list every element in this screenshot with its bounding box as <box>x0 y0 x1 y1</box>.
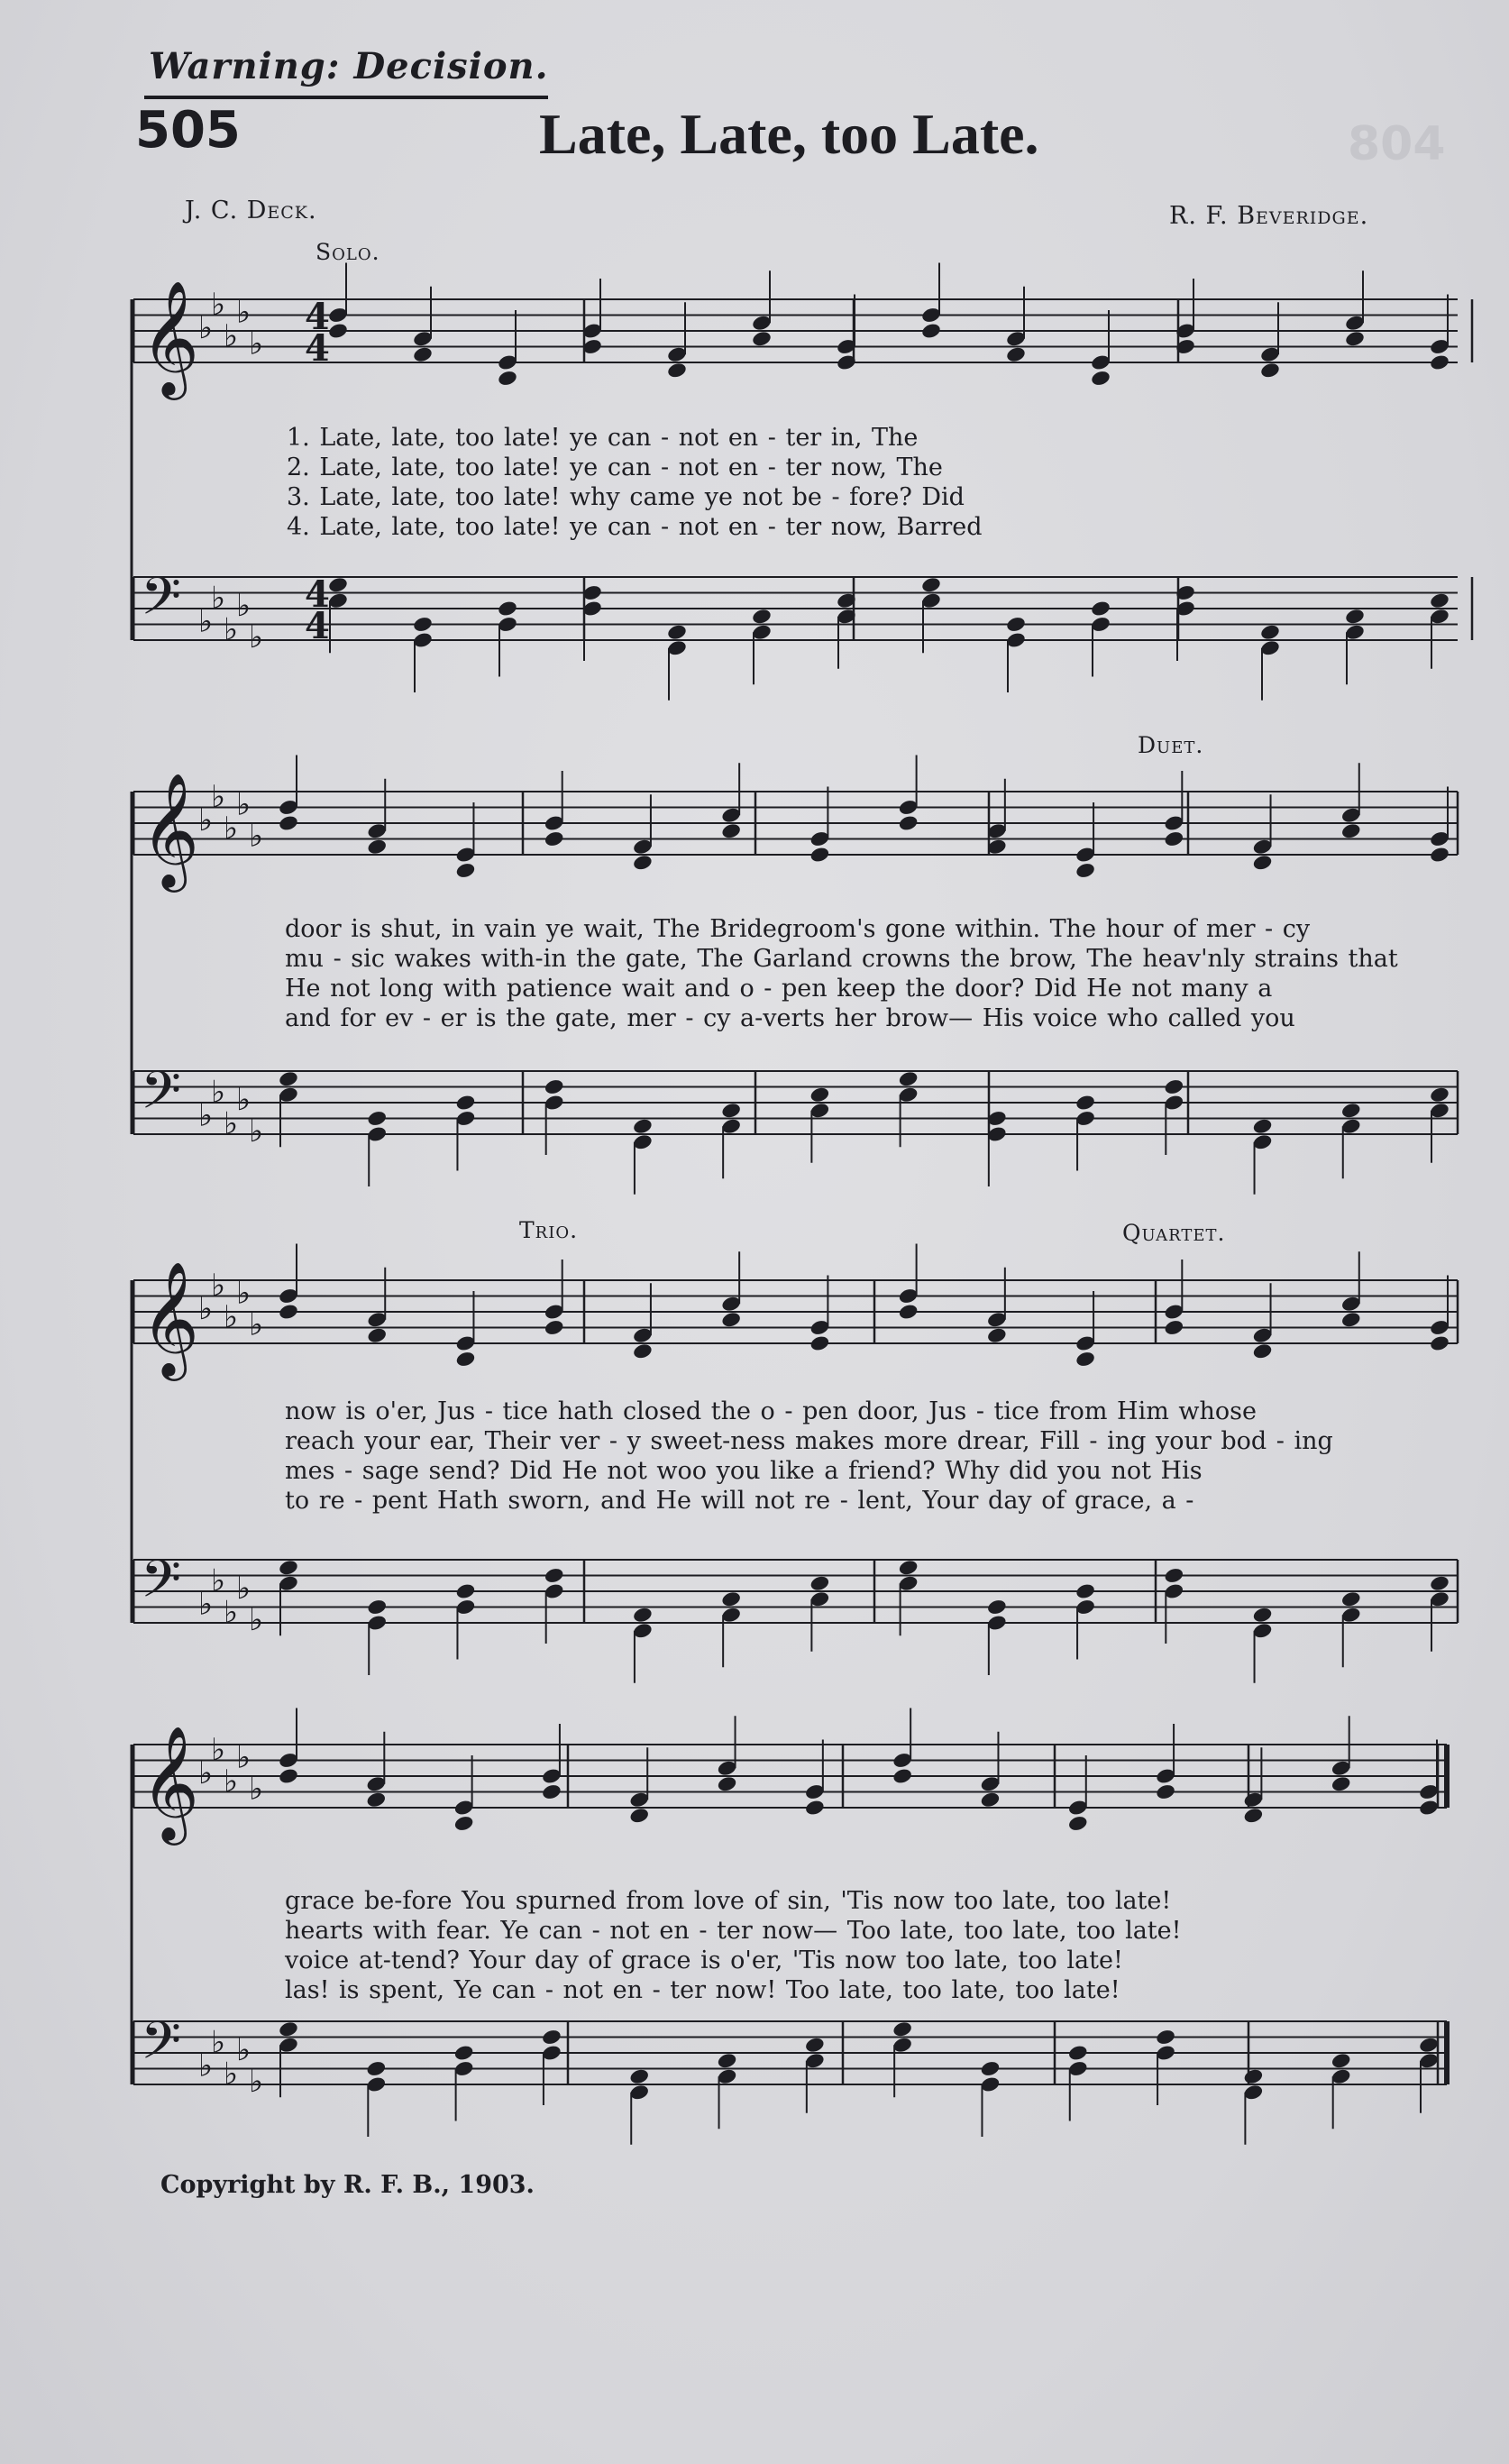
flat-sign: ♭ <box>198 1097 214 1134</box>
lyric-verse-3: voice at-tend? Your day of grace is o'er, 'Tis now too late, too late! <box>285 1946 1123 1974</box>
note-head <box>1429 591 1450 609</box>
note-head <box>1340 1311 1362 1329</box>
note-head <box>980 2060 1001 2078</box>
flat-sign: ♭ <box>198 310 214 346</box>
flat-sign: ♭ <box>224 2056 239 2093</box>
flat-sign: ♭ <box>236 1275 252 1312</box>
note-head <box>986 1326 1008 1344</box>
lyric-verse-4: to re - pent Hath sworn, and He will not re - lent, Your day of grace, a - <box>285 1487 1194 1515</box>
note-head <box>751 608 773 626</box>
flat-sign: ♭ <box>211 580 226 617</box>
note-head <box>412 616 434 634</box>
note-head <box>1252 854 1274 872</box>
note-head <box>892 2020 913 2038</box>
note-head <box>804 1799 826 1817</box>
note-head <box>278 1303 299 1321</box>
note-head <box>1418 1799 1440 1817</box>
note-head <box>628 2067 650 2085</box>
note-head <box>717 1775 738 1793</box>
treble-clef: 𝄞 <box>141 1260 200 1376</box>
note-head <box>544 1567 565 1585</box>
note-head <box>278 1559 299 1577</box>
faded-hymn-number: 804 <box>1348 117 1446 171</box>
bass-clef: 𝄢 <box>141 1548 182 1623</box>
flat-sign: ♭ <box>249 325 264 362</box>
note-head <box>1005 616 1027 634</box>
note-head <box>1243 1807 1265 1825</box>
note-head <box>1259 362 1281 380</box>
treble-clef: 𝄞 <box>141 1725 200 1840</box>
note-head <box>1067 1815 1089 1833</box>
flat-sign: ♭ <box>249 1306 264 1343</box>
note-head <box>717 2052 738 2070</box>
note-head <box>1429 1085 1450 1104</box>
note-head <box>1340 1590 1362 1608</box>
flat-sign: ♭ <box>249 1771 264 1808</box>
note-head <box>455 1582 477 1600</box>
note-head <box>1259 623 1281 641</box>
note-head <box>497 600 518 618</box>
note-head <box>1340 822 1362 840</box>
note-head <box>1418 2036 1440 2054</box>
flat-sign: ♭ <box>249 1602 264 1638</box>
note-head <box>809 1574 831 1592</box>
note-head <box>366 2060 388 2078</box>
solo-marking: Solo. <box>316 239 380 265</box>
bass-clef: 𝄢 <box>141 1059 182 1134</box>
flat-sign: ♭ <box>224 1594 239 1631</box>
note-head <box>327 576 349 594</box>
hymn-number: 505 <box>135 101 241 160</box>
note-head <box>898 1070 919 1088</box>
note-head <box>1005 345 1027 363</box>
flat-sign: ♭ <box>224 810 239 847</box>
trio-marking: Trio. <box>519 1217 579 1243</box>
note-head <box>1252 1342 1274 1360</box>
note-head <box>412 345 434 363</box>
note-head <box>1340 1102 1362 1120</box>
flat-sign: ♭ <box>236 588 252 624</box>
category-heading: Warning: Decision. <box>149 45 549 87</box>
note-head <box>804 2036 826 2054</box>
note-head <box>1075 1582 1096 1600</box>
treble-clef: 𝄞 <box>141 279 200 395</box>
note-head <box>544 830 565 848</box>
note-head <box>497 370 518 388</box>
note-head <box>1252 1606 1274 1624</box>
note-head <box>1164 1078 1185 1096</box>
hymn-title: Late, Late, too Late. <box>539 102 1039 166</box>
flat-sign: ♭ <box>236 1739 252 1776</box>
lyric-verse-4: 4. Late, late, too late! ye can - not en - ter now, Barred <box>287 513 983 541</box>
flat-sign: ♭ <box>224 317 239 354</box>
note-head <box>980 1791 1001 1809</box>
note-head <box>920 322 942 340</box>
time-signature-denominator: 4 <box>305 605 330 647</box>
flat-sign: ♭ <box>198 603 214 640</box>
note-head <box>1164 830 1185 848</box>
lyric-verse-2: hearts with fear. Ye can - not en - ter now— Too late, too late, too late! <box>285 1917 1182 1945</box>
note-head <box>809 846 831 864</box>
note-head <box>628 1807 650 1825</box>
note-head <box>1344 608 1366 626</box>
treble-clef: 𝄞 <box>141 772 200 887</box>
note-head <box>366 1598 388 1617</box>
flat-sign: ♭ <box>198 2047 214 2084</box>
flat-sign: ♭ <box>198 802 214 838</box>
lyric-verse-1: grace be-fore You spurned from love of sin, 'Tis now too late, too late! <box>285 1887 1172 1915</box>
note-head <box>632 854 654 872</box>
note-head <box>1331 2052 1352 2070</box>
time-signature-numerator: 4 <box>305 296 330 338</box>
note-head <box>898 1559 919 1577</box>
flat-sign: ♭ <box>224 1763 239 1800</box>
time-signature-numerator: 4 <box>305 573 330 616</box>
flat-sign: ♭ <box>198 1586 214 1623</box>
flat-sign: ♭ <box>224 1105 239 1142</box>
note-head <box>366 1791 388 1809</box>
note-head <box>1331 1775 1352 1793</box>
note-head <box>278 814 299 832</box>
flat-sign: ♭ <box>211 1731 226 1768</box>
flat-sign: ♭ <box>211 1267 226 1304</box>
note-head <box>327 322 349 340</box>
note-head <box>455 1351 477 1369</box>
time-signature-denominator: 4 <box>305 327 330 370</box>
flat-sign: ♭ <box>249 818 264 855</box>
note-head <box>809 1334 831 1352</box>
flat-sign: ♭ <box>236 1571 252 1607</box>
note-head <box>720 1590 742 1608</box>
note-head <box>666 362 688 380</box>
note-head <box>455 1094 477 1112</box>
lyric-verse-3: mes - sage send? Did He not woo you like a friend? Why did you not His <box>285 1457 1203 1485</box>
flat-sign: ♭ <box>211 1562 226 1599</box>
note-head <box>1090 370 1111 388</box>
note-head <box>1429 353 1450 371</box>
note-head <box>920 576 942 594</box>
lyric-verse-1: door is shut, in vain ye wait, The Bridegroom's gone within. The hour of mer - cy <box>285 915 1311 943</box>
note-head <box>278 1767 299 1785</box>
note-head <box>1243 2067 1265 2085</box>
note-head <box>278 2020 299 2038</box>
note-head <box>1067 2044 1089 2062</box>
flat-sign: ♭ <box>224 1298 239 1335</box>
note-head <box>1164 1319 1185 1337</box>
lyric-verse-4: and for ev - er is the gate, mer - cy a-verts her brow— His voice who called you <box>285 1004 1295 1032</box>
note-head <box>1075 1094 1096 1112</box>
note-head <box>366 1326 388 1344</box>
lyric-verse-3: He not long with patience wait and o - pen keep the door? Did He not many a <box>285 975 1273 1003</box>
quartet-marking: Quartet. <box>1122 1220 1226 1246</box>
note-head <box>455 862 477 880</box>
note-head <box>1155 2029 1176 2047</box>
flat-sign: ♭ <box>236 2032 252 2068</box>
note-head <box>541 2029 562 2047</box>
copyright-notice: Copyright by R. F. B., 1903. <box>160 2171 535 2199</box>
lyricist-credit: J. C. Deck. <box>185 197 317 224</box>
note-head <box>720 1102 742 1120</box>
note-head <box>1075 862 1096 880</box>
note-head <box>1075 1351 1096 1369</box>
lyric-verse-1: now is o'er, Jus - tice hath closed the o - pen door, Jus - tice from Him whose <box>285 1397 1258 1425</box>
note-head <box>632 1117 654 1135</box>
note-head <box>809 1085 831 1104</box>
flat-sign: ♭ <box>236 1082 252 1118</box>
lyric-verse-4: las! is spent, Ye can - not en - ter now! Too late, too late, too late! <box>285 1976 1120 2004</box>
composer-credit: R. F. Beveridge. <box>1169 202 1369 230</box>
note-head <box>453 2044 475 2062</box>
note-head <box>1164 1567 1185 1585</box>
lyric-verse-3: 3. Late, late, too late! why came ye not be - fore? Did <box>287 483 965 511</box>
note-head <box>898 1303 919 1321</box>
lyric-verse-1: 1. Late, late, too late! ye can - not en - ter in, The <box>287 424 919 452</box>
note-head <box>366 1110 388 1128</box>
note-head <box>632 1606 654 1624</box>
flat-sign: ♭ <box>236 294 252 331</box>
flat-sign: ♭ <box>198 1291 214 1327</box>
flat-sign: ♭ <box>236 786 252 823</box>
flat-sign: ♭ <box>211 286 226 323</box>
lyric-verse-2: reach your ear, Their ver - y sweet-ness makes more drear, Fill - ing your bod - ing <box>285 1427 1333 1455</box>
note-head <box>541 1783 562 1801</box>
flat-sign: ♭ <box>249 1113 264 1150</box>
note-head <box>278 1070 299 1088</box>
note-head <box>986 1598 1008 1617</box>
note-head <box>1344 330 1366 348</box>
note-head <box>544 1319 565 1337</box>
note-head <box>1429 1334 1450 1352</box>
bass-clef: 𝄢 <box>141 565 182 640</box>
bass-clef: 𝄢 <box>141 2010 182 2084</box>
note-head <box>632 1342 654 1360</box>
note-head <box>1429 1574 1450 1592</box>
note-head <box>1155 1783 1176 1801</box>
note-head <box>720 822 742 840</box>
flat-sign: ♭ <box>211 2024 226 2061</box>
lyric-verse-2: 2. Late, late, too late! ye can - not en - ter now, The <box>287 453 943 481</box>
note-head <box>898 814 919 832</box>
note-head <box>892 1767 913 1785</box>
note-head <box>1429 846 1450 864</box>
flat-sign: ♭ <box>211 1074 226 1111</box>
note-head <box>1252 1117 1274 1135</box>
note-head <box>720 1311 742 1329</box>
flat-sign: ♭ <box>249 2064 264 2100</box>
flat-sign: ♭ <box>224 611 239 648</box>
flat-sign: ♭ <box>198 1755 214 1791</box>
duet-marking: Duet. <box>1138 732 1204 758</box>
flat-sign: ♭ <box>211 778 226 815</box>
note-head <box>666 623 688 641</box>
note-head <box>366 838 388 856</box>
note-head <box>751 330 773 348</box>
note-head <box>544 1078 565 1096</box>
flat-sign: ♭ <box>249 619 264 655</box>
note-head <box>1090 600 1111 618</box>
note-head <box>453 1815 475 1833</box>
lyric-verse-2: mu - sic wakes with-in the gate, The Garland crowns the brow, The heav'nly strains that <box>285 945 1398 973</box>
